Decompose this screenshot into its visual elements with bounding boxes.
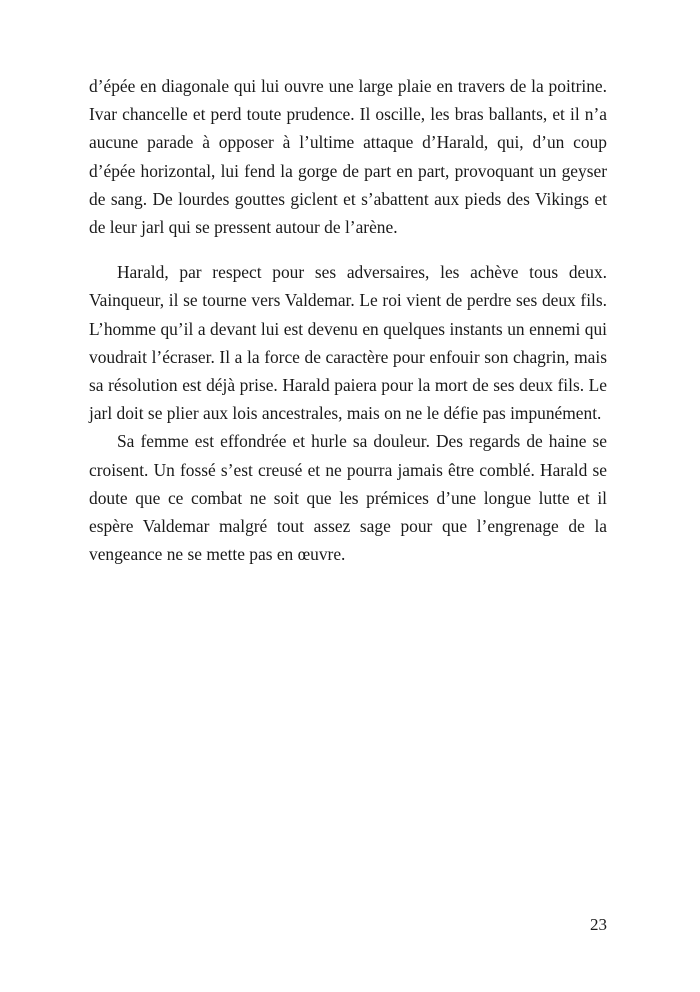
page-body: [89, 72, 607, 568]
page-number: 23: [590, 915, 607, 934]
paragraph-3: Sa femme est effondrée et hurle sa douleur. Des regards de haine se croisent. Un fossé s’est creusé et ne pourra jamais être comblé. Harald se doute que ce combat ne soit que les prémices d’une longue lutte et il espère Valdemar malgré tout assez sage pour que l’engrenage de la vengeance ne se mette pas en œuvre.: [89, 431, 607, 565]
paragraph-1: d’épée en diagonale qui lui ouvre une large plaie en travers de la poitrine. Ivar chancelle et perd toute prudence. Il oscille, les bras ballants, et il n’a aucune parade à opposer à l’ultime attaque d’Harald, qui, d’un coup d’épée horizontal, lui fend la gorge de part en part, provoquant un geyser de sang. De lourdes gouttes giclent et s’abattent aux pieds des Vikings et de leur jarl qui se pressent autour de l’arène.: [89, 76, 607, 238]
paragraph-2: Harald, par respect pour ses adversaires, les achève tous deux. Vainqueur, il se tourne vers Valdemar. Le roi vient de perdre ses deux fils. L’homme qu’il a devant lui est devenu en quelques instants un ennemi qui voudrait l’écraser. Il a la force de caractère pour enfouir son chagrin, mais sa résolution est déjà prise. Harald paiera pour la mort de ses deux fils. Le jarl doit se plier aux lois ancestrales, mais on ne le défie pas impunément.: [89, 262, 607, 424]
